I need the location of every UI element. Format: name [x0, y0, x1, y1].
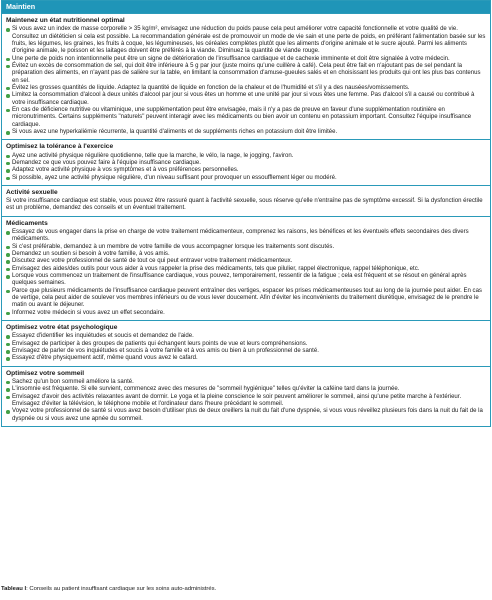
list-item: Si vous avez un index de masse corporelle > 35 kg/m², envisagez une réduction du poids pause cela peut améliorer votre capacité fonctionnelle et votre qualité de vie. Consultez un diététicien si cela est possible. La recommandation générale est de promouvoir un mode de vie sain et une perte de poids, en préférant l'alimentation basée sur les fruits, les légumes, les graines, les fruits à coque, les légumineuses, les céréales complètes plutôt que les aliments d'origine animale et le sucre ajouté. Parmi les aliments d'origine animale, le poisson et les laitages doivent être préférés à la viande. Diminuez la quantité de viande rouge.: [6, 26, 486, 55]
list-item: Discutez avec votre professionnel de santé de tout ce qui peut entraver votre traitement médicamenteux.: [6, 258, 486, 265]
list-item: Voyez votre professionnel de santé si vous avez besoin d'utiliser plus de deux oreillers la nuit du fait d'une dyspnée, si vous vous réveillez plusieurs fois dans la nuit du fait de la dyspnée ou si vous avez une apnée du sommeil.: [6, 408, 486, 423]
list-item: Essayez d'être physiquement actif, même quand vous avez le cafard.: [6, 355, 486, 362]
section-title: Optimisez la tolérance à l'exercice: [6, 143, 114, 151]
caption-text: : Conseils au patient insuffisant cardiaque sur les soins auto-administrés.: [26, 586, 217, 592]
bullet-icon: [6, 109, 10, 113]
bullet-icon: [6, 58, 10, 62]
bullet-icon: [6, 231, 10, 235]
table-header: Maintien: [2, 1, 490, 13]
list-item: Envisagez de parler de vos inquiétudes et soucis à votre famille et à vos amis ou bien à un professionnel de santé.: [6, 348, 486, 355]
bullet-icon: [6, 246, 10, 250]
section-nutrition: [2, 13, 490, 139]
section-title: Optimisez votre état psychologique: [6, 324, 118, 332]
bullet-icon: [6, 268, 10, 272]
section-exercise: [2, 139, 490, 185]
bullet-icon: [6, 87, 10, 91]
bullet-icon: [6, 388, 10, 392]
section-sleep: [2, 366, 490, 426]
bullet-icon: [6, 155, 10, 159]
list-item: Envisagez d'avoir des activités relaxantes avant de dormir. Le yoga et la pleine conscience le soir peuvent améliorer le sommeil, ainsi qu'une petite marche à l'extérieur. Envisagez d'éviter la télévision, le téléphone mobile et l'ordinateur dans l'heure précédant le sommeil.: [6, 394, 486, 409]
bullet-icon: [6, 28, 10, 32]
bullet-icon: [6, 343, 10, 347]
bullet-icon: [6, 94, 10, 98]
bullet-icon: [6, 290, 10, 294]
bullet-icon: [6, 253, 10, 257]
list-item: Envisagez des aides/des outils pour vous aider à vous rappeler la prise des médicaments, tels que pilulier, rappel électronique, rappel téléphonique, etc.: [6, 266, 486, 273]
bullet-icon: [6, 65, 10, 69]
bullet-icon: [6, 260, 10, 264]
list-item: Sachez qu'un bon sommeil améliore la santé.: [6, 379, 486, 386]
advice-table: [1, 0, 491, 427]
bullet-icon: [6, 335, 10, 339]
list-item: Informez votre médecin si vous avez un effet secondaire.: [6, 310, 486, 317]
bullet-icon: [6, 275, 10, 279]
list-item: Parce que plusieurs médicaments de l'insuffisance cardiaque peuvent entraîner des vertiges, espacer les prises médicamenteuses tout au long de la journée peut aider. En cas de vertige, cela peut aider de soulever vos membres inférieurs ou de vous lever doucement. Afin d'éviter les inconvénients du traitement diurétique, envisagez de le prendre le matin ou avant le déjeuner.: [6, 288, 486, 310]
list-item: Si vous avez une hyperkaliémie récurrente, la quantité d'aliments et de suppléments riches en potassium doit être limitée.: [6, 129, 486, 136]
list-item: Adaptez votre activité physique à vos symptômes et à vos préférences personnelles.: [6, 167, 486, 174]
list-item: Évitez les grosses quantités de liquide. Adaptez la quantité de liquide en fonction de la chaleur et de l'humidité et s'il y a des nausées/vomissements.: [6, 85, 486, 92]
bullet-icon: [6, 410, 10, 414]
bullet-icon: [6, 357, 10, 361]
bullet-icon: [6, 162, 10, 166]
list-item: Évitez un excès de consommation de sel, qui doit être inférieure à 5 g par jour (juste moins qu'une cuillère à café). Cela peut être fait en n'ajoutant pas de sel pendant la préparation des aliments, en n'ayant pas de salière sur la table, en limitant la consommation d'amuse-gueules salés et en choisissant les produits qui ont les plus bas contenus en sel.: [6, 63, 486, 85]
bullet-icon: [6, 131, 10, 135]
list-item: Envisagez de participer à des groupes de patients qui échangent leurs points de vue et leurs compréhensions.: [6, 341, 486, 348]
bullet-icon: [6, 312, 10, 316]
caption-label: Tableau I: [1, 586, 27, 592]
list-item: Demandez un soutien si besoin à votre famille, à vos amis.: [6, 251, 486, 258]
bullet-icon: [6, 396, 10, 400]
list-item: Demandez ce que vous pouvez faire à l'équipe insuffisance cardiaque.: [6, 160, 486, 167]
section-text: Si votre insuffisance cardiaque est stable, vous pouvez être rassuré quant à l'activité sexuelle, sous réserve qu'elle n'entraîne pas de symptôme excessif. Si la dysfonction érectile est un problème, demandez des conseils et un éventuel traitement.: [6, 198, 483, 212]
table-caption: [1, 585, 216, 593]
list-item: Limitez la consommation d'alcool à deux unités d'alcool par jour si vous êtes un homme et une unité par jour si vous êtes une femme. Pas d'alcool s'il a causé ou contribué à votre insuffisance cardiaque.: [6, 92, 486, 107]
list-item: Essayez d'identifier les inquiétudes et soucis et demandez de l'aide.: [6, 333, 486, 340]
list-item: Essayez de vous engager dans la prise en charge de votre traitement médicamenteux, comprenez les raisons, les bénéfices et les éventuels effets secondaires des divers médicaments.: [6, 229, 486, 244]
bullet-icon: [6, 381, 10, 385]
section-title: Activité sexuelle: [6, 188, 58, 196]
section-sexual-activity: [2, 185, 490, 216]
bullet-icon: [6, 350, 10, 354]
section-title: Optimisez votre sommeil: [6, 369, 85, 377]
bullet-icon: [6, 177, 10, 181]
list-item: Si possible, ayez une activité physique régulière, d'un niveau suffisant pour provoquer un essoufflement léger ou modéré.: [6, 175, 486, 182]
list-item: En cas de déficience nutritive ou vitaminique, une supplémentation peut être envisagée, mais il n'y a pas de preuve en faveur d'une supplémentation routinière en micronutriments. Certains suppléments "naturels" peuvent interagir avec les médicaments ou bien avoir un contenu en potassium important. Consultez l'équipe insuffisance cardiaque.: [6, 107, 486, 129]
section-title: Maintenez un état nutritionnel optimal: [6, 17, 125, 24]
list-item: Lorsque vous commencez un traitement de l'insuffisance cardiaque, vous pouvez, temporairement, ressentir de la fatigue ; cela est fréquent et se résout en général après quelques semaines.: [6, 273, 486, 288]
list-item: L'insomnie est fréquente. Si elle survient, commencez avec des mesures de "sommeil hygiénique" telles qu'éviter la caféine tard dans la journée.: [6, 386, 486, 393]
bullet-icon: [6, 169, 10, 173]
list-item: Ayez une activité physique régulière quotidienne, telle que la marche, le vélo, la nage, le jogging, l'aviron.: [6, 153, 486, 160]
section-psychological: [2, 320, 490, 366]
list-item: Une perte de poids non intentionnelle peut être un signe de détérioration de l'insuffisance cardiaque et de cachexie imminente et doit être signalée à votre médecin.: [6, 56, 486, 63]
section-medications: [2, 216, 490, 320]
section-title: Médicaments: [6, 219, 48, 227]
list-item: Si c'est préférable, demandez à un membre de votre famille de vous accompagner lorsque les traitements sont discutés.: [6, 244, 486, 251]
